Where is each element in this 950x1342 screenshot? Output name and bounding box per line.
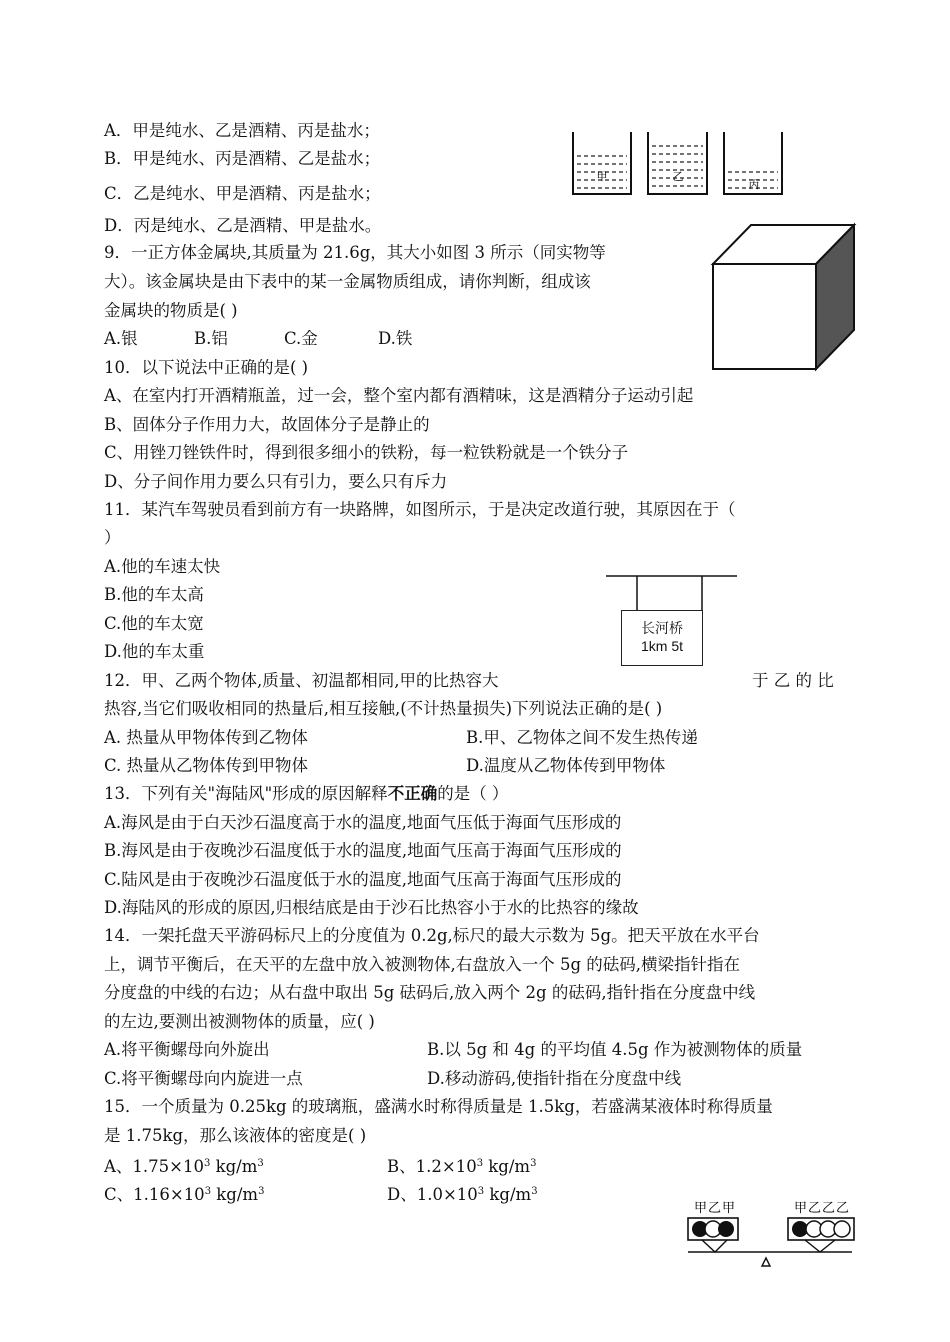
q14-line-1: 14．一架托盘天平游码标尺上的分度值为 0.2g,标尺的最大示数为 5g。把天平放在水平台 — [104, 926, 760, 945]
beakers-figure — [568, 130, 788, 200]
q14-option-c: C.将平衡螺母向内旋进一点 — [104, 1069, 303, 1088]
q9-line-3: 金属块的物质是( ) — [104, 301, 238, 320]
q13-option-c: C.陆风是由于夜晚沙石温度低于水的温度,地面气压高于海面气压形成的 — [104, 870, 622, 889]
road-sign-frame — [600, 570, 745, 615]
q14-option-d: D.移动游码,使指针指在分度盘中线 — [427, 1069, 682, 1088]
q8-option-d: D．丙是纯水、乙是酒精、甲是盐水。 — [104, 216, 382, 235]
q12-line-2: 热容,当它们吸收相同的热量后,相互接触,(不计热量损失)下列说法正确的是( ) — [104, 699, 663, 718]
beaker-label-jia: 甲 — [596, 170, 608, 183]
q11-stem-line-1: 11．某汽车驾驶员看到前方有一块路牌，如图所示，于是决定改道行驶，其原因在于（ — [104, 500, 736, 519]
cube-figure — [708, 222, 860, 374]
q14-line-4: 的左边,要测出被测物体的质量，应( ) — [104, 1012, 375, 1031]
q10-stem: 10．以下说法中正确的是( ) — [104, 358, 309, 377]
q15-option-d: D、$1.0\times 10^3$ $kg/m^3$ — [387, 1185, 538, 1204]
q9-option-d: D.铁 — [378, 329, 413, 348]
q12-line-1-right: 于 乙 的 比 — [752, 671, 834, 690]
beaker-jia — [573, 132, 631, 194]
q9-option-a: A.银 — [104, 329, 138, 348]
q13-option-d: D.海陆风的形成的原因,归根结底是由于沙石比热容小于水的比热容的缘故 — [104, 898, 639, 917]
q13-option-a: A.海风是由于白天沙石温度高于水的温度,地面气压低于海面气压形成的 — [104, 813, 622, 832]
beaker-yi — [648, 132, 707, 194]
q10-option-d: D、分子间作用力要么只有引力，要么只有斥力 — [104, 472, 448, 491]
q8-option-c: C．乙是纯水、甲是酒精、丙是盐水； — [104, 184, 381, 203]
q13-stem-prefix: 13．下列有关"海陆风"形成的原因解释 — [104, 784, 388, 803]
beaker-label-bing: 丙 — [748, 178, 760, 191]
road-sign-name: 长河桥 — [641, 620, 683, 636]
balance-right-labels: 甲乙乙乙 — [794, 1201, 851, 1216]
q13-stem — [104, 783, 508, 805]
q13-stem-suffix: 的是（ ） — [437, 784, 509, 803]
q14-line-3: 分度盘的中线的右边；从右盘中取出 5g 砝码后,放入两个 2g 的砝码,指针指在分度盘中线 — [104, 983, 756, 1002]
q8-option-b: B．甲是纯水、丙是酒精、乙是盐水； — [104, 149, 381, 168]
q15-option-c: C、$1.16\times 10^3$ $kg/m^3$ — [104, 1185, 265, 1204]
q9-option-b: B.铝 — [194, 329, 228, 348]
q12-option-b: B.甲、乙物体之间不发生热传递 — [466, 728, 698, 747]
beaker-label-yi: 乙 — [672, 170, 684, 183]
q12-option-d: D.温度从乙物体传到甲物体 — [466, 756, 666, 775]
q9-line-1: 9．一正方体金属块,其质量为 21.6g，其大小如图 3 所示（同实物等 — [104, 243, 606, 262]
q11-option-b: B.他的车太高 — [104, 585, 204, 604]
road-sign-limits: 1km 5t — [640, 638, 683, 654]
q9-option-c: C.金 — [284, 329, 318, 348]
balance-left-labels: 甲乙甲 — [694, 1201, 737, 1216]
q8-option-a: A．甲是纯水、乙是酒精、丙是盐水； — [104, 121, 380, 140]
q15-option-a: A、$1.75\times 10^3$ $kg/m^3$ — [104, 1157, 264, 1176]
q13-option-b: B.海风是由于夜晚沙石温度低于水的温度,地面气压高于海面气压形成的 — [104, 841, 622, 860]
q14-line-2: 上，调节平衡后，在天平的左盘中放入被测物体,右盘放入一个 5g 的砝码,横梁指针指在 — [104, 955, 741, 974]
q11-stem-line-2: ） — [104, 528, 121, 547]
q11-option-c: C.他的车太宽 — [104, 614, 204, 633]
q9-line-2: 大）。该金属块是由下表中的某一金属物质组成，请你判断，组成该 — [104, 272, 591, 291]
q12-option-c: C. 热量从乙物体传到甲物体 — [104, 756, 309, 775]
q10-option-b: B、固体分子作用力大，故固体分子是静止的 — [104, 415, 430, 434]
q12-option-a: A. 热量从甲物体传到乙物体 — [104, 728, 308, 747]
q14-option-a: A.将平衡螺母向外旋出 — [104, 1040, 270, 1059]
q11-option-a: A.他的车速太快 — [104, 557, 221, 576]
q11-option-d: D.他的车太重 — [104, 642, 205, 661]
q14-option-b: B.以 5g 和 4g 的平均值 4.5g 作为被测物体的质量 — [427, 1040, 803, 1059]
q15-line-1: 15．一个质量为 0.25kg 的玻璃瓶，盛满水时称得质量是 1.5kg，若盛满某液体时称得质量 — [104, 1097, 773, 1116]
q15-option-b: B、$1.2\times 10^3$ $kg/m^3$ — [387, 1157, 537, 1176]
road-sign — [621, 610, 703, 666]
q13-stem-emphasis: 不正确 — [387, 785, 438, 803]
q10-option-c: C、用锉刀锉铁件时，得到很多细小的铁粉，每一粒铁粉就是一个铁分子 — [104, 443, 629, 462]
q12-line-1-left: 12．甲、乙两个物体,质量、初温都相同,甲的比热容大 — [104, 671, 499, 690]
q15-line-2: 是 1.75kg，那么该液体的密度是( ) — [104, 1126, 367, 1145]
q10-option-a: A、在室内打开酒精瓶盖，过一会，整个室内都有酒精味，这是酒精分子运动引起 — [104, 386, 694, 405]
balance-figure — [680, 1196, 860, 1276]
